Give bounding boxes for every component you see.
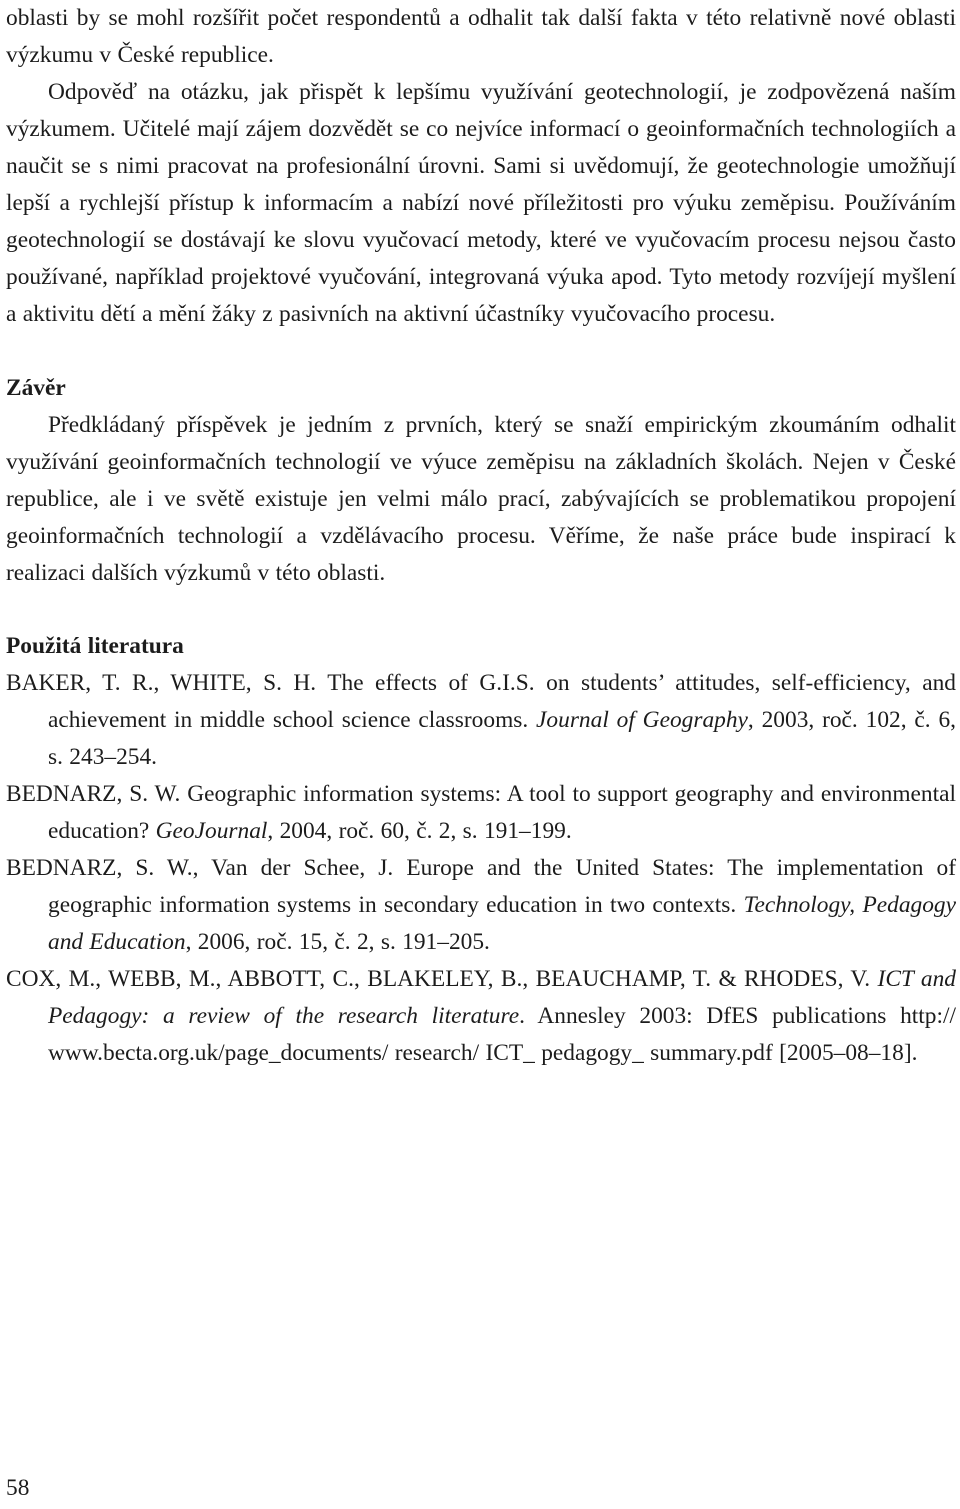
reference-item [6,776,956,850]
reference-list [6,665,956,1072]
reference-journal-title: Journal of Geography [536,707,748,733]
reference-text: BEDNARZ, S. W. Geographic information systems: A tool to support geography and environmental education? [6,781,956,844]
reference-item [6,961,956,1072]
reference-details: . Annesley 2003: DfES publications http:// www.becta.org.uk/page_documents/ research/ ICT_ pedagogy_ summary.pdf [2005–08–18]. [48,1003,956,1066]
reference-item [6,850,956,961]
reference-text: COX, M., WEBB, M., ABBOTT, C., BLAKELEY, B., BEAUCHAMP, T. & RHODES, V. [6,966,878,992]
reference-text: BEDNARZ, S. W., Van der Schee, J. Europe and the United States: The implementation of geographic information systems in secondary education in two contexts. [6,855,956,918]
conclusion-paragraph: Předkládaný příspěvek je jedním z prvních, který se snaží empirickým zkoumáním odhalit využívání geoinformačních technologií ve výuce zeměpisu na základních školách. Nejen v České republice, ale i ve světě existuje jen velmi málo prací, zabývajících se problematikou propojení geoinformačních technologií a vzdělávacího procesu. Věříme, že naše práce bude inspirací k realizaci dalších výzkumů v této oblasti. [6,412,956,586]
reference-details: , 2003, roč. 102, č. 6, s. 243–254. [48,707,956,770]
page-content [6,0,956,1072]
reference-journal-title: GeoJournal [155,818,268,844]
reference-details: , 2006, roč. 15, č. 2, s. 191–205. [185,929,490,955]
body-paragraph-research-answer: Odpověď na otázku, jak přispět k lepšímu využívání geotechnologií, je zodpovězená naším výzkumem. Učitelé mají zájem dozvědět se co nejvíce informací o geoinformačních technologiích a naučit se s nimi pracovat na profesionální úrovni. Sami si uvědomují, že geotechnologie umožňují lepší a rychlejší přístup k informacím a nabízí nové příležitosti pro výuku zeměpisu. Používáním geotechnologií se dostávají ke slovu vyučovací metody, které ve vyučovacím procesu nejsou často používané, například projektové vyučování, integrovaná výuka apod. Tyto metody rozvíjejí myšlení a aktivitu dětí a mění žáky z pasivních na aktivní účastníky vyučovacího procesu. [6,79,956,327]
body-paragraph-continued: oblasti by se mohl rozšířit počet respondentů a odhalit tak další fakta v této relativně nové oblasti výzkumu v České republice. [6,5,956,68]
reference-journal-title: Technology, Pedagogy and Education [48,892,956,955]
references-heading: Použitá literatura [6,633,184,659]
reference-details: , 2004, roč. 60, č. 2, s. 191–199. [267,818,572,844]
conclusion-heading: Závěr [6,375,66,401]
reference-book-title: ICT and Pedagogy: a review of the research literature [48,966,956,1029]
page-number: 58 [6,1475,30,1501]
reference-item [6,665,956,776]
reference-text: BAKER, T. R., WHITE, S. H. The effects of G.I.S. on students’ attitudes, self-efficiency, and achievement in middle school science classrooms. [6,670,956,733]
